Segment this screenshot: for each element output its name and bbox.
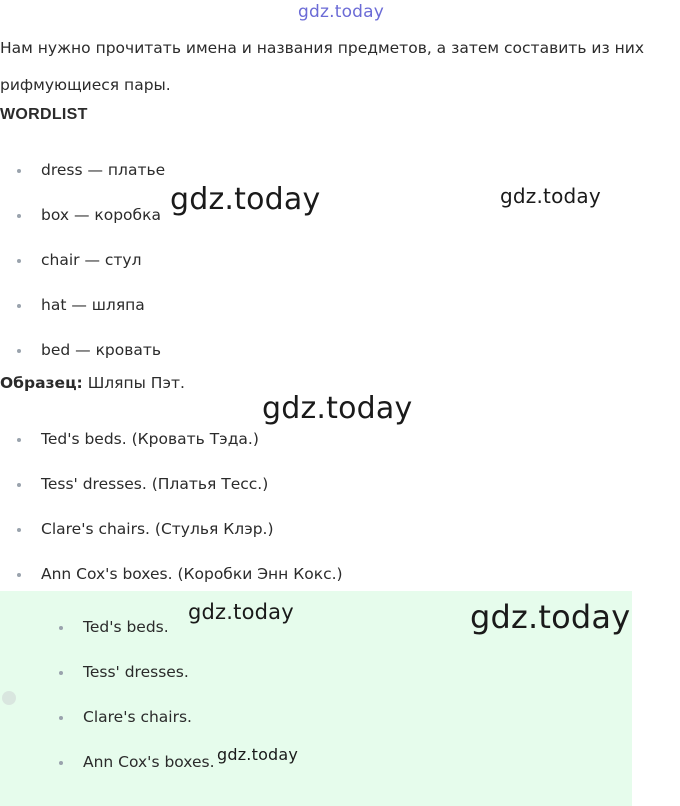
list-item [0, 248, 400, 293]
list-item [0, 427, 400, 472]
watermark: gdz.today [170, 182, 321, 217]
bullet-icon [17, 573, 21, 577]
intro-text: Нам нужно прочитать имена и названия предметов, а затем составить из них рифмующиеся пары. [0, 39, 645, 94]
list-item [0, 472, 400, 517]
list-item-text: box — коробка [41, 206, 161, 224]
bullet-icon [59, 761, 63, 765]
bullet-icon [17, 438, 21, 442]
list-item-text: Ann Cox's boxes. (Коробки Энн Кокс.) [41, 565, 343, 583]
bullet-icon [17, 169, 21, 173]
bullet-icon [17, 483, 21, 487]
list-item-text: dress — платье [41, 161, 166, 179]
list-item-text: Ann Cox's boxes. [83, 753, 215, 771]
list-item-text: hat — шляпа [41, 296, 145, 314]
list-item-text: bed — кровать [41, 341, 162, 359]
bullet-icon [17, 528, 21, 532]
example-label: Образец: [0, 374, 83, 392]
list-item [0, 293, 400, 338]
list-item-text: Ted's beds. [83, 618, 169, 636]
watermark: gdz.today [188, 600, 294, 624]
bullet-icon [59, 716, 63, 720]
example-text: Шляпы Пэт. [82, 374, 185, 392]
list-item [0, 517, 400, 562]
bullet-icon [59, 671, 63, 675]
watermark: gdz.today [470, 598, 631, 636]
watermark: gdz.today [217, 745, 299, 764]
examples-list [0, 427, 400, 607]
answers-list [42, 615, 442, 795]
list-item-text: Tess' dresses. (Платья Тесс.) [41, 475, 269, 493]
list-item-text: chair — стул [41, 251, 142, 269]
list-item [42, 660, 442, 705]
watermark: gdz.today [500, 184, 601, 208]
bullet-icon [59, 626, 63, 630]
play-marker-icon [2, 691, 16, 705]
bullet-icon [17, 304, 21, 308]
watermark: gdz.today [298, 2, 385, 22]
list-item-text: Clare's chairs. (Стулья Клэр.) [41, 520, 274, 538]
bullet-icon [17, 349, 21, 353]
list-item [42, 705, 442, 750]
watermark: gdz.today [262, 391, 413, 426]
bullet-icon [17, 214, 21, 218]
list-item-text: Clare's chairs. [83, 708, 192, 726]
list-item-text: Tess' dresses. [83, 663, 189, 681]
bullet-icon [17, 259, 21, 263]
list-item-text: Ted's beds. (Кровать Тэда.) [41, 430, 259, 448]
example-line [0, 374, 185, 392]
wordlist-heading: WORDLIST [0, 106, 88, 123]
